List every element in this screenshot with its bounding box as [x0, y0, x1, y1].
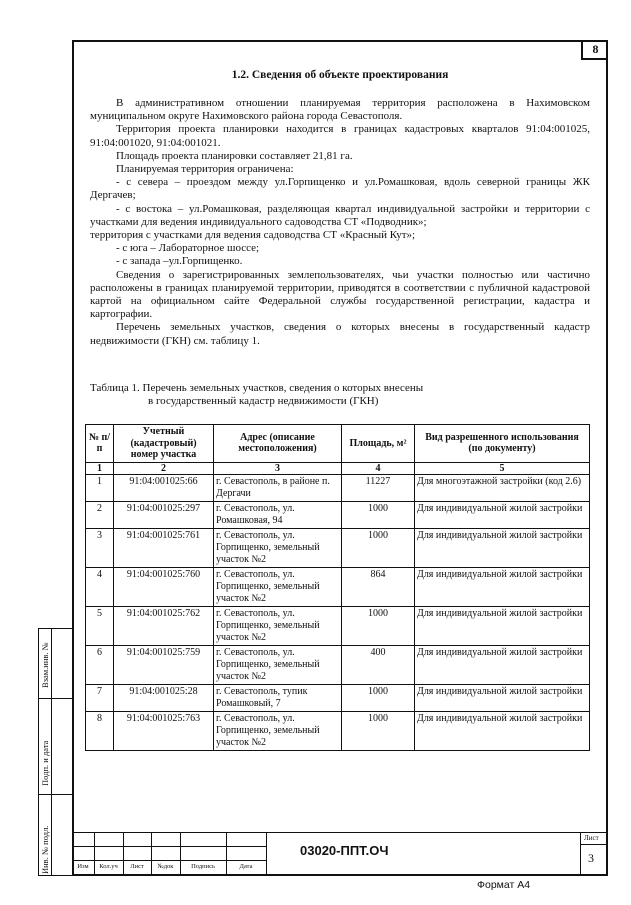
table-row — [86, 607, 590, 646]
cell-cadastral: 91:04:001025:761 — [114, 529, 214, 568]
cell-area: 1000 — [342, 502, 415, 529]
cell-area: 400 — [342, 646, 415, 685]
cell-usage: Для индивидуальной жилой застройки — [415, 712, 590, 751]
title-block-top-line — [72, 832, 608, 833]
table-row — [86, 712, 590, 751]
title-block-col-line — [580, 832, 581, 876]
table-row — [86, 646, 590, 685]
column-number: 3 — [214, 462, 342, 475]
cell-number: 3 — [86, 529, 114, 568]
side-stamp-replace-label: Взам.инв. № — [40, 642, 50, 688]
cell-usage: Для индивидуальной жилой застройки — [415, 685, 590, 712]
title-block-sheet-line — [580, 844, 608, 845]
body-paragraph: - с севера – проездом между ул.Горпищенко и ул.Ромашковая, вдоль северной границы ЖК Дергачев; — [90, 176, 590, 202]
header-address: Адрес (описание местоположения) — [214, 425, 342, 463]
cell-number: 5 — [86, 607, 114, 646]
body-text — [90, 97, 590, 348]
cell-number: 7 — [86, 685, 114, 712]
cell-number: 4 — [86, 568, 114, 607]
table-row — [86, 475, 590, 502]
land-plots-table — [85, 424, 590, 751]
cell-address: г. Севастополь, ул. Горпищенко, земельный участок №2 — [214, 607, 342, 646]
caption-signature: Подпись — [191, 863, 215, 870]
side-stamp-divider — [38, 698, 74, 699]
table-row — [86, 502, 590, 529]
title-block-col-line — [266, 832, 267, 876]
cell-usage: Для индивидуальной жилой застройки — [415, 646, 590, 685]
body-paragraph: Территория проекта планировки находится в границах кадастровых кварталов 91:04:001025, 91:04:001020, 91:04:001021. — [90, 123, 590, 149]
caption-quantity: Кол.уч — [99, 863, 118, 870]
header-area: Площадь, м² — [342, 425, 415, 463]
header-usage: Вид разрешенного использования (по документу) — [415, 425, 590, 463]
body-paragraph: Планируемая территория ограничена: — [116, 163, 294, 176]
cell-address: г. Севастополь, ул. Горпищенко, земельный участок №2 — [214, 568, 342, 607]
cell-cadastral: 91:04:001025:66 — [114, 475, 214, 502]
cell-area: 1000 — [342, 607, 415, 646]
cell-usage: Для индивидуальной жилой застройки — [415, 529, 590, 568]
cell-usage: Для индивидуальной жилой застройки — [415, 568, 590, 607]
cell-usage: Для индивидуальной жилой застройки — [415, 502, 590, 529]
cell-cadastral: 91:04:001025:297 — [114, 502, 214, 529]
header-number: № п/п — [86, 425, 114, 463]
sheet-number: 3 — [588, 851, 594, 865]
body-paragraph: - с запада –ул.Горпищенко. — [116, 255, 243, 268]
table-caption-line1: Таблица 1. Перечень земельных участков, сведения о которых внесены — [90, 382, 424, 394]
cell-address: г. Севастополь, ул. Горпищенко, земельный участок №2 — [214, 646, 342, 685]
body-paragraph: территория с участками для ведения садоводства СТ «Красный Кут»; — [90, 229, 416, 242]
caption-doc: №док — [157, 863, 174, 870]
table-header-row — [86, 425, 590, 463]
body-paragraph: Сведения о зарегистрированных землепользователях, чьи участки полностью или частично расположены в границах планируемой территории, приводятся в соответствии с публичной кадастровой картой на официальном сайте Федеральной службы государственной регистрации, кадастра и картографии. — [90, 268, 590, 321]
sheet-label: Лист — [584, 834, 599, 842]
cell-address: г. Севастополь, ул. Горпищенко, земельный участок №2 — [214, 529, 342, 568]
column-number: 5 — [415, 462, 590, 475]
cell-usage: Для индивидуальной жилой застройки — [415, 607, 590, 646]
column-number: 2 — [114, 462, 214, 475]
caption-sheet: Лист — [130, 863, 144, 870]
section-heading: 1.2. Сведения об объекте проектирования — [231, 69, 449, 81]
side-stamp — [38, 628, 74, 876]
cell-usage: Для многоэтажной застройки (код 2.6) — [415, 475, 590, 502]
caption-change: Изм — [77, 863, 89, 870]
side-stamp-inv-label: Инв. № подл. — [40, 825, 50, 874]
table-row — [86, 568, 590, 607]
cell-address: г. Севастополь, в районе п. Дергачи — [214, 475, 342, 502]
column-number: 4 — [342, 462, 415, 475]
side-stamp-value-column — [51, 628, 74, 876]
page-number: 8 — [581, 40, 608, 60]
format-label: Формат А4 — [477, 879, 531, 891]
cell-address: г. Севастополь, тупик Ромашковый, 7 — [214, 685, 342, 712]
caption-date: Дата — [239, 863, 253, 870]
body-paragraph: В административном отношении планируемая территория расположена в Нахимовском муниципальном округе Нахимовского района города Севастополя. — [90, 97, 590, 123]
cell-address: г. Севастополь, ул. Горпищенко, земельный участок №2 — [214, 712, 342, 751]
cell-cadastral: 91:04:001025:28 — [114, 685, 214, 712]
cell-address: г. Севастополь, ул. Ромашковая, 94 — [214, 502, 342, 529]
header-cadastral: Учетный (кадастровый) номер участка — [114, 425, 214, 463]
cell-area: 1000 — [342, 712, 415, 751]
side-stamp-divider — [38, 794, 74, 795]
cell-number: 8 — [86, 712, 114, 751]
cell-area: 1000 — [342, 685, 415, 712]
cell-number: 6 — [86, 646, 114, 685]
cell-area: 1000 — [342, 529, 415, 568]
body-paragraph: Площадь проекта планировки составляет 21,81 га. — [116, 149, 353, 162]
table-row — [86, 529, 590, 568]
cell-area: 11227 — [342, 475, 415, 502]
cell-cadastral: 91:04:001025:759 — [114, 646, 214, 685]
table-row — [86, 685, 590, 712]
cell-number: 1 — [86, 475, 114, 502]
column-number-row — [86, 462, 590, 475]
table-caption — [90, 382, 423, 409]
title-block-row-line — [72, 860, 266, 861]
cell-cadastral: 91:04:001025:763 — [114, 712, 214, 751]
column-number: 1 — [86, 462, 114, 475]
table-caption-line2: в государственный кадастр недвижимости (ГКН) — [148, 395, 379, 408]
cell-cadastral: 91:04:001025:762 — [114, 607, 214, 646]
body-paragraph: - с востока – ул.Ромашковая, разделяющая квартал индивидуальной застройки и территории с участками для ведения индивидуального садоводства СТ «Подводник»; — [90, 202, 590, 228]
cell-cadastral: 91:04:001025:760 — [114, 568, 214, 607]
cell-area: 864 — [342, 568, 415, 607]
title-block-row-line — [72, 846, 266, 847]
side-stamp-sign-label: Подп. и дата — [40, 740, 50, 786]
cell-number: 2 — [86, 502, 114, 529]
document-number: 03020-ППТ.ОЧ — [300, 843, 389, 858]
body-paragraph: Перечень земельных участков, сведения о которых внесены в государственный кадастр недвижимости (ГКН) см. таблицу 1. — [90, 321, 590, 347]
body-paragraph: - с юга – Лабораторное шоссе; — [116, 242, 260, 255]
